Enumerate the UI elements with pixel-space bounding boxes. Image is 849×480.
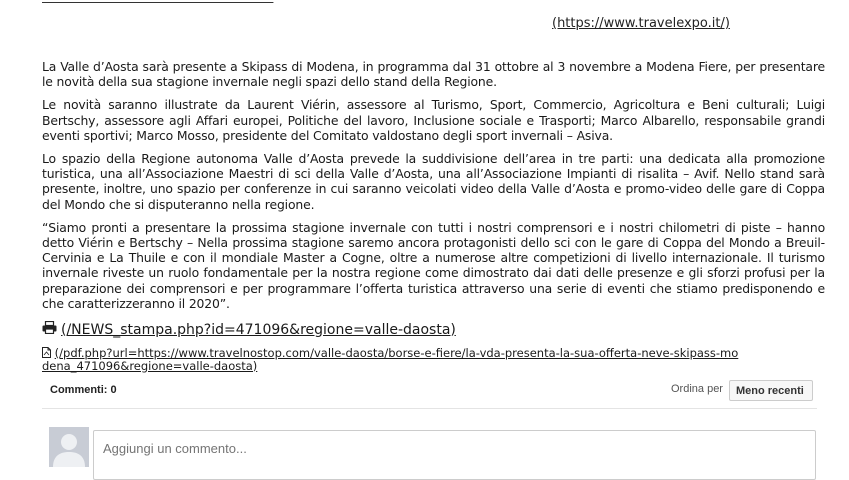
- printer-icon[interactable]: [42, 321, 57, 338]
- comment-input[interactable]: [93, 430, 816, 480]
- pdf-link-row[interactable]: [42, 347, 742, 372]
- article-body: [42, 59, 825, 319]
- user-silhouette-icon: [49, 427, 89, 467]
- article-paragraph: La Valle d’Aosta sarà presente a Skipass di Modena, in programma dal 31 ottobre al 3 novembre a Modena Fiere, per presentare le novità della sua stagione invernale negli spazi dello stand della Regione.: [42, 59, 825, 90]
- article-paragraph: “Siamo pronti a presentare la prossima stagione invernale con tutti i nostri comprensori e i nostri chilometri di piste – hanno detto Viérin e Bertschy – Nella prossima stagione saremo ancora protagonisti dello sci con le gare di Coppa del Mondo a Breuil-Cervinia e La Thuile e con il mondiale Master a Cogne, oltre a numerose altre competizioni di livello internazionale. Il turismo invernale riveste un ruolo fondamentale per la nostra regione come dimostrato dai dati delle presenze e gli sforzi profusi per la preparazione dei comprensori e per programmare l’offerta turistica attraverso una serie di eventi che stiamo predisponendo e che caratterizzeranno il 2020”.: [42, 219, 825, 311]
- avatar: [49, 427, 89, 467]
- sort-label: Ordina per: [671, 383, 723, 395]
- pdf-link[interactable]: (/pdf.php?url=https://www.travelnostop.com/valle-daosta/borse-e-fiere/la-vda-presenta-la-sua-offerta-neve-skipass-modena_471096&regione=valle-daosta): [42, 346, 739, 373]
- article-paragraph: Le novità saranno illustrate da Laurent Viérin, assessore al Turismo, Sport, Commercio, Agricoltura e Beni culturali; Luigi Bertschy, assessore agli Affari europei, Politiche del lavoro, Inclusione sociale e Trasporti; Marco Albarello, responsabile grandi eventi sportivi; Marco Mosso, presidente del Comitato valdostano degli sport invernali – Asiva.: [42, 97, 825, 143]
- sort-select[interactable]: Meno recenti: [729, 380, 813, 401]
- comments-count: Commenti: 0: [50, 384, 117, 396]
- divider: [42, 408, 817, 409]
- print-link-row[interactable]: [42, 321, 456, 338]
- print-link[interactable]: (/NEWS_stampa.php?id=471096&regione=valle-daosta): [61, 321, 456, 338]
- source-link[interactable]: (https://www.travelexpo.it/): [552, 16, 730, 31]
- article-paragraph: Lo spazio della Regione autonoma Valle d’Aosta prevede la suddivisione dell’area in tre parti: una dedicata alla promozione turistica, una all’Associazione Maestri di sci della Valle d’Aosta, una all’Associazione Impianti di risalita – Avif. Nello stand sarà presente, inoltre, uno spazio per conferenze in cui saranno veicolati video della Valle d’Aosta e promo-video delle gare di Coppa del Mondo che si disputeranno nella regione.: [42, 151, 825, 212]
- previous-link-fragment[interactable]: [42, 0, 273, 5]
